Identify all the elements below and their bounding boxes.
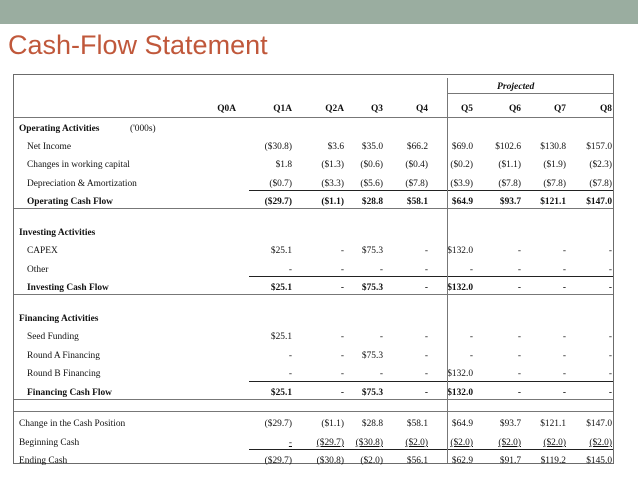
section-heading: Investing Activities [19, 228, 96, 238]
table-cell: $25.1 [270, 388, 292, 398]
table-cell: - [424, 369, 428, 379]
table-cell: $132.0 [447, 369, 473, 379]
table-cell: - [608, 369, 612, 379]
table-cell: $102.6 [495, 142, 521, 152]
table-cell: - [340, 388, 344, 398]
table-cell: ($2.0) [543, 438, 566, 448]
projected-column-separator [447, 78, 448, 463]
table-cell: $58.1 [406, 197, 428, 207]
table-cell: $91.7 [499, 456, 521, 466]
table-cell: ($7.8) [589, 179, 612, 189]
table-cell: $119.2 [540, 456, 566, 466]
table-cell: ($1.1) [321, 197, 344, 207]
row-label: CAPEX [27, 246, 58, 256]
table-cell: ($3.9) [450, 179, 473, 189]
table-cell: ($5.6) [360, 179, 383, 189]
table-cell: ($2.0) [360, 456, 383, 466]
slide-title: Cash-Flow Statement [8, 30, 268, 60]
table-cell: - [469, 265, 473, 275]
total-row-label: Operating Cash Flow [27, 197, 113, 207]
column-header: Q0A [217, 104, 236, 114]
table-cell: - [424, 265, 428, 275]
table-cell: - [469, 351, 473, 361]
table-cell: ($0.6) [360, 160, 383, 170]
table-cell: $75.3 [361, 388, 383, 398]
table-cell: $28.8 [361, 197, 383, 207]
table-cell: $28.8 [361, 419, 383, 429]
table-cell: - [562, 265, 566, 275]
column-header: Q5 [461, 104, 473, 114]
header-rule [14, 117, 613, 118]
table-cell: - [517, 246, 521, 256]
table-cell: $132.0 [447, 388, 473, 398]
column-header: Q7 [554, 104, 566, 114]
table-cell: $93.7 [499, 419, 521, 429]
table-cell: ($0.7) [269, 179, 292, 189]
total-row-label: Financing Cash Flow [27, 388, 112, 398]
table-cell: $147.0 [586, 197, 612, 207]
table-cell: - [517, 369, 521, 379]
table-cell: ($2.3) [589, 160, 612, 170]
table-cell: - [469, 332, 473, 342]
table-cell: - [340, 351, 344, 361]
column-header: Q8 [600, 104, 612, 114]
table-cell: ($30.8) [316, 456, 344, 466]
table-cell: ($30.8) [355, 438, 383, 448]
table-cell: ($29.7) [264, 197, 292, 207]
table-cell: - [517, 351, 521, 361]
table-cell: $121.1 [540, 419, 566, 429]
operating-subtotal-rule [249, 190, 613, 191]
table-cell: $121.1 [540, 197, 566, 207]
table-cell: ($3.3) [321, 179, 344, 189]
table-cell: ($1.9) [543, 160, 566, 170]
table-cell: - [517, 332, 521, 342]
table-cell: ($2.0) [589, 438, 612, 448]
column-header: Q2A [325, 104, 344, 114]
table-cell: $130.8 [540, 142, 566, 152]
table-cell: ($2.0) [450, 438, 473, 448]
table-cell: $25.1 [270, 246, 292, 256]
table-cell: - [340, 283, 344, 293]
projected-label: Projected [497, 81, 535, 92]
table-cell: - [608, 388, 612, 398]
table-cell: ($0.4) [405, 160, 428, 170]
table-cell: - [288, 438, 292, 448]
summary-top-rule [14, 411, 613, 412]
table-cell: $1.8 [275, 160, 292, 170]
table-cell: ($2.0) [498, 438, 521, 448]
section-heading: Financing Activities [19, 314, 99, 324]
row-label: Round B Financing [27, 369, 101, 379]
table-cell: $75.3 [361, 246, 383, 256]
table-cell: $56.1 [406, 456, 428, 466]
table-cell: $64.9 [451, 197, 473, 207]
table-cell: - [562, 332, 566, 342]
table-cell: - [608, 351, 612, 361]
table-cell: ($0.2) [450, 160, 473, 170]
column-header: Q6 [509, 104, 521, 114]
table-cell: ($1.1) [321, 419, 344, 429]
table-cell: ($29.7) [316, 438, 344, 448]
table-cell: - [379, 332, 383, 342]
financing-section-rule [14, 399, 613, 400]
table-cell: - [424, 246, 428, 256]
table-cell: $66.2 [406, 142, 428, 152]
table-cell: $62.9 [451, 456, 473, 466]
table-cell: $132.0 [447, 246, 473, 256]
column-header: Q4 [416, 104, 428, 114]
projected-divider [447, 93, 613, 94]
table-cell: ($7.8) [405, 179, 428, 189]
table-cell: $75.3 [361, 351, 383, 361]
row-label: Beginning Cash [19, 438, 80, 448]
table-cell: ($1.3) [321, 160, 344, 170]
table-cell: ($30.8) [264, 142, 292, 152]
table-cell: - [517, 388, 521, 398]
table-cell: - [562, 351, 566, 361]
section-heading: Operating Activities [19, 124, 100, 134]
table-cell: - [608, 332, 612, 342]
column-header: Q1A [273, 104, 292, 114]
table-cell: $157.0 [586, 142, 612, 152]
table-cell: ($7.8) [498, 179, 521, 189]
table-cell: $25.1 [270, 332, 292, 342]
table-cell: - [424, 332, 428, 342]
table-cell: - [288, 369, 292, 379]
table-cell: $64.9 [451, 419, 473, 429]
investing-section-rule [14, 294, 613, 295]
table-cell: $35.0 [361, 142, 383, 152]
top-accent-bar [0, 0, 638, 24]
table-cell: - [517, 283, 521, 293]
table-cell: - [517, 265, 521, 275]
table-cell: - [562, 369, 566, 379]
table-cell: - [562, 388, 566, 398]
table-cell: $147.0 [586, 419, 612, 429]
row-label: Round A Financing [27, 351, 100, 361]
table-cell: $75.3 [361, 283, 383, 293]
table-cell: - [562, 283, 566, 293]
table-cell: - [608, 246, 612, 256]
row-label: Net Income [27, 142, 71, 152]
unit-label: ('000s) [130, 124, 156, 134]
row-label: Depreciation & Amortization [27, 179, 137, 189]
ending-cash-rule [249, 449, 613, 450]
investing-subtotal-rule [249, 276, 613, 277]
table-cell: ($29.7) [264, 419, 292, 429]
table-cell: - [340, 369, 344, 379]
table-cell: - [288, 265, 292, 275]
row-label: Seed Funding [27, 332, 79, 342]
table-cell: $3.6 [327, 142, 344, 152]
table-cell: ($29.7) [264, 456, 292, 466]
table-cell: ($2.0) [405, 438, 428, 448]
table-cell: $25.1 [270, 283, 292, 293]
table-cell: $132.0 [447, 283, 473, 293]
table-cell: - [424, 351, 428, 361]
table-cell: - [562, 246, 566, 256]
table-cell: - [608, 283, 612, 293]
table-cell: $93.7 [499, 197, 521, 207]
table-cell: $58.1 [406, 419, 428, 429]
financing-subtotal-rule [249, 381, 613, 382]
table-cell: - [608, 265, 612, 275]
table-cell: - [340, 265, 344, 275]
table-cell: - [340, 332, 344, 342]
table-cell: - [424, 388, 428, 398]
column-header: Q3 [371, 104, 383, 114]
row-label: Other [27, 265, 49, 275]
table-cell: - [288, 351, 292, 361]
row-label: Change in the Cash Position [19, 419, 126, 429]
operating-section-rule [14, 208, 613, 209]
total-row-label: Investing Cash Flow [27, 283, 109, 293]
table-cell: - [340, 246, 344, 256]
table-cell: ($1.1) [498, 160, 521, 170]
table-cell: $145.0 [586, 456, 612, 466]
table-cell: - [379, 369, 383, 379]
row-label: Ending Cash [19, 456, 68, 466]
table-cell: ($7.8) [543, 179, 566, 189]
table-cell: - [379, 265, 383, 275]
table-cell: $69.0 [451, 142, 473, 152]
table-cell: - [424, 283, 428, 293]
row-label: Changes in working capital [27, 160, 130, 170]
